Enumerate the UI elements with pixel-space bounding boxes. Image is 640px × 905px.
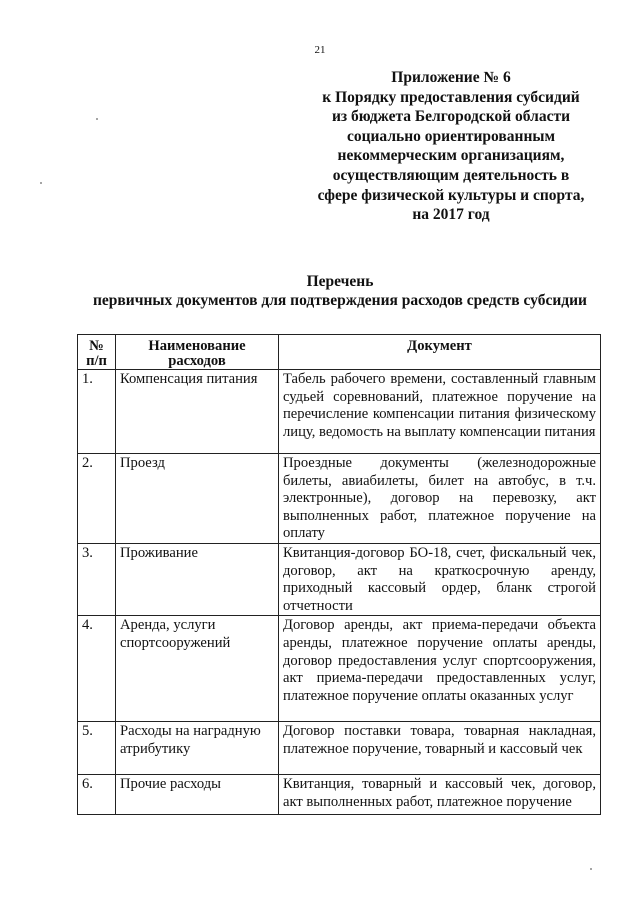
appendix-line: из бюджета Белгородской области	[331, 108, 571, 126]
document-list: Договор поставки товара, товарная накладная, платежное поручение, товарный и кассовый чек	[279, 722, 601, 775]
table-row	[78, 543, 601, 615]
appendix-line: сфере физической культуры и спорта,	[317, 186, 585, 204]
appendix-heading	[296, 68, 606, 225]
page-number: 21	[314, 44, 326, 56]
expense-name: Расходы на наградную атрибутику	[116, 722, 279, 775]
expense-name: Проживание	[116, 543, 279, 615]
expense-name: Компенсация питания	[116, 370, 279, 454]
row-number: 5.	[78, 722, 116, 775]
row-number: 3.	[78, 543, 116, 615]
document-list: Табель рабочего времени, составленный главным судьей соревнований, платежное поручение на перечисление компенсации питания физическому лицу, ведомость на выплату компенсации питания	[279, 370, 601, 454]
document-list: Договор аренды, акт приема-передачи объекта аренды, платежное поручение оплаты аренды, договор предоставления услуг спортсооружения, акт приема-передачи предоставленных услуг, платежное поручение оплаты оказанных услуг	[279, 616, 601, 722]
appendix-line: осуществляющим деятельность в	[332, 166, 570, 184]
scan-speck	[590, 868, 592, 870]
appendix-line: социально ориентированным	[346, 127, 556, 145]
table-row	[78, 454, 601, 544]
header-doc: Документ	[279, 335, 601, 370]
scan-speck	[96, 118, 98, 120]
document-list: Квитанция, товарный и кассовый чек, договор, акт выполненных работ, платежное поручение	[279, 775, 601, 815]
table-row	[78, 616, 601, 722]
list-subtitle: первичных документов для подтверждения расходов средств субсидии	[92, 292, 587, 309]
documents-table	[77, 334, 601, 815]
expense-name: Прочие расходы	[116, 775, 279, 815]
table-row	[78, 775, 601, 815]
document-list: Квитанция-договор БО-18, счет, фискальный чек, договор, акт на краткосрочную аренду, приходный кассовый ордер, бланк строгой отчетности	[279, 543, 601, 615]
expense-name: Проезд	[116, 454, 279, 544]
appendix-line: на 2017 год	[412, 206, 490, 224]
appendix-line: некоммерческим организациям,	[337, 147, 565, 165]
appendix-line: к Порядку предоставления субсидий	[322, 88, 580, 106]
header-num: № п/п	[78, 335, 116, 370]
table-row	[78, 370, 601, 454]
table-header-row	[78, 335, 601, 370]
document-list: Проездные документы (железнодорожные билеты, авиабилеты, билет на автобус, в т.ч. электронные), договор на перевозку, акт выполненных работ, платежное поручение на оплату	[279, 454, 601, 544]
row-number: 1.	[78, 370, 116, 454]
table-body	[78, 370, 601, 815]
appendix-line: Приложение № 6	[391, 69, 511, 86]
row-number: 6.	[78, 775, 116, 815]
header-name: Наименование расходов	[116, 335, 279, 370]
table-row	[78, 722, 601, 775]
list-title: Перечень	[306, 273, 374, 290]
row-number: 2.	[78, 454, 116, 544]
row-number: 4.	[78, 616, 116, 722]
expense-name: Аренда, услуги спортсооружений	[116, 616, 279, 722]
scan-speck	[40, 182, 42, 184]
